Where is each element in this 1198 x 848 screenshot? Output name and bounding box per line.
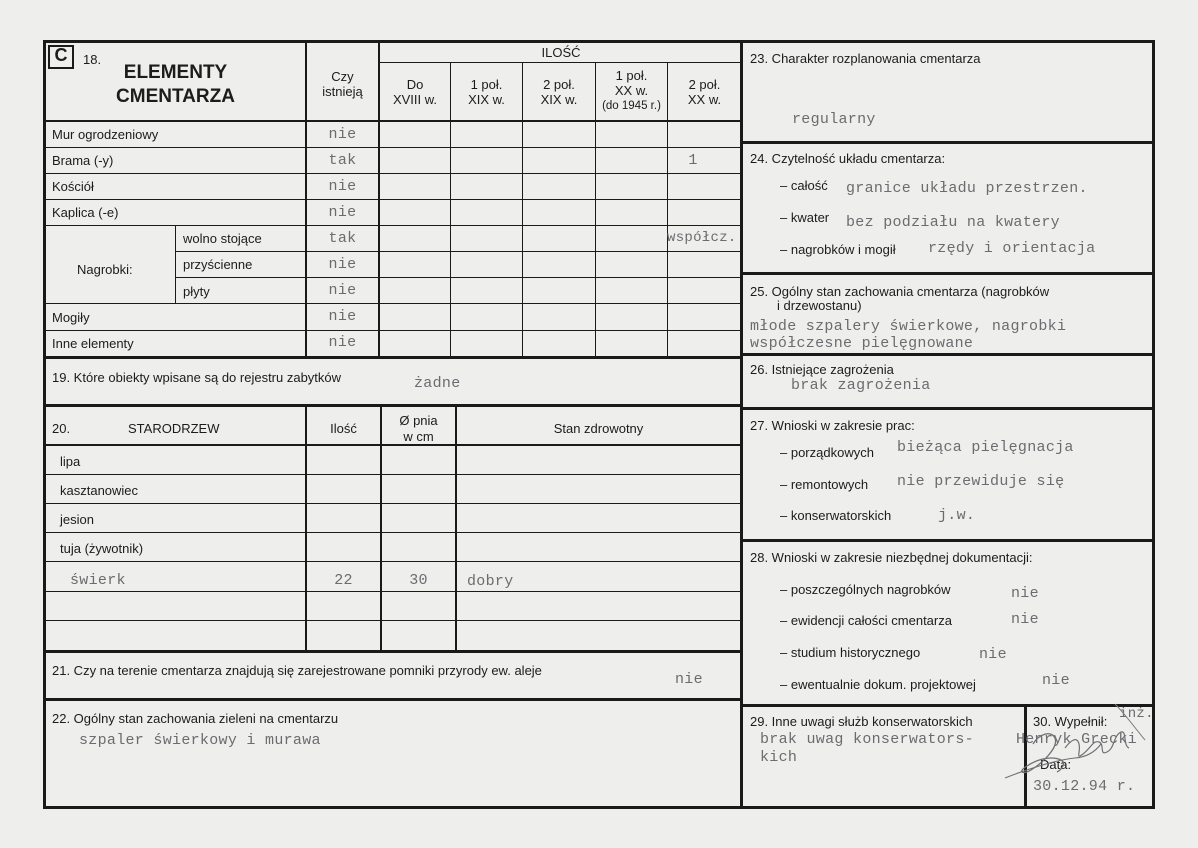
s18-ilosc-line xyxy=(380,62,742,63)
q28-item-value: nie xyxy=(1042,672,1070,689)
exists-value: nie xyxy=(328,256,357,273)
quantity-header: ILOŚĆ xyxy=(541,45,581,60)
row-label-freestanding: wolno stojące xyxy=(183,231,262,246)
q24-item-label: – całość xyxy=(780,178,828,193)
s18-row-line xyxy=(43,330,743,331)
q26-label: 26. Istniejące zagrożenia xyxy=(750,362,894,377)
q20-col-qty: Ilość xyxy=(330,421,357,436)
exists-value: nie xyxy=(328,204,357,221)
row-label-graves: Mogiły xyxy=(52,310,90,325)
tree-name: tuja (żywotnik) xyxy=(60,541,144,556)
q23-label: 23. Charakter rozplanowania cmentarza xyxy=(750,51,981,66)
sep-21-22 xyxy=(43,698,743,701)
period-header-4a: 1 poł. xyxy=(615,68,648,83)
sep-18-19 xyxy=(43,356,743,359)
row-label-church: Kościół xyxy=(52,179,94,194)
q27-item-label: – porządkowych xyxy=(780,445,874,460)
q24-item-label: – kwater xyxy=(780,210,830,225)
period-header-5a: 2 poł. xyxy=(688,77,721,92)
s20-row-line xyxy=(43,474,743,475)
q25-value-1: młode szpalery świerkowe, nagrobki xyxy=(750,318,1067,335)
frame-left xyxy=(43,40,46,809)
half-divider xyxy=(740,40,743,809)
exists-header-2: istnieją xyxy=(322,84,363,99)
tree-diam-spruce: 30 xyxy=(409,572,428,589)
s20-v-diam xyxy=(455,404,457,652)
s18-row-line xyxy=(43,147,743,148)
tree-name: kasztanowiec xyxy=(60,483,139,498)
frame-right xyxy=(1152,40,1155,809)
exists-value: nie xyxy=(328,334,357,351)
frame-top xyxy=(43,40,1155,43)
q25-label-2: i drzewostanu) xyxy=(777,298,862,313)
sep-24-25 xyxy=(740,272,1155,275)
period-header-2a: 1 poł. xyxy=(470,77,503,92)
period-header-2b: XIX w. xyxy=(468,92,505,107)
q20-title: STARODRZEW xyxy=(128,421,220,436)
q20-col-diam-2: w cm xyxy=(403,429,434,444)
tree-name-spruce: świerk xyxy=(70,572,126,589)
s18-v-nagrobki xyxy=(175,225,176,304)
period-header-1a: Do xyxy=(406,77,424,92)
q28-label: 28. Wnioski w zakresie niezbędnej dokumentacji: xyxy=(750,550,1033,565)
q28-item-value: nie xyxy=(979,646,1007,663)
q24-item-value: bez podziału na kwatery xyxy=(846,214,1060,231)
q28-item-label: – poszczególnych nagrobków xyxy=(780,582,951,597)
q30-label: 30. Wypełnił: xyxy=(1033,714,1108,729)
q30-date: 30.12.94 r. xyxy=(1033,778,1136,795)
tree-health-spruce: dobry xyxy=(467,573,514,590)
q19-label: 19. Które obiekty wpisane są do rejestru zabytków xyxy=(52,370,342,385)
q21-value: nie xyxy=(675,671,703,688)
q23-value: regularny xyxy=(792,111,876,128)
q21-label: 21. Czy na terenie cmentarza znajdują się zarejestrowane pomniki przyrody ew. aleje xyxy=(52,663,542,678)
graves-group-label: Nagrobki: xyxy=(77,262,133,277)
q28-item-label: – studium historycznego xyxy=(780,645,921,660)
q27-item-value: bieżąca pielęgnacja xyxy=(897,439,1074,456)
q28-item-label: – ewidencji całości cmentarza xyxy=(780,613,952,628)
q25-value-2: współczesne pielęgnowane xyxy=(750,335,974,352)
s18-row-line xyxy=(43,225,743,226)
q27-item-value: j.w. xyxy=(938,507,976,524)
row-label-wall: Mur ogrodzeniowy xyxy=(52,127,159,142)
exists-header-1: Czy xyxy=(331,69,354,84)
q28-item-label: – ewentualnie dokum. projektowej xyxy=(780,677,976,692)
period-header-1b: XVIII w. xyxy=(392,92,438,107)
q27-item-value: nie przewiduje się xyxy=(897,473,1065,490)
q30-name-1: inż. xyxy=(1119,706,1154,722)
s20-header-bottom xyxy=(43,444,743,446)
sep-20-21 xyxy=(43,650,743,653)
q28-item-value: nie xyxy=(1011,611,1039,628)
q26-value: brak zagrożenia xyxy=(791,377,931,394)
period-header-4b: XX w. xyxy=(614,83,649,98)
q22-value: szpaler świerkowy i murawa xyxy=(79,732,321,749)
row-label-wall-mounted: przyścienne xyxy=(183,257,253,272)
quantity-gate: 1 xyxy=(688,152,698,169)
q29-label: 29. Inne uwagi służb konserwatorskich xyxy=(750,714,973,729)
q19-value: żadne xyxy=(414,375,461,392)
s18-row-line xyxy=(175,251,743,252)
s18-row-line xyxy=(43,199,743,200)
quantity-freestanding: współcz. xyxy=(667,230,737,246)
q30-name-2: Henryk Grecki xyxy=(1016,731,1137,748)
q22-label: 22. Ogólny stan zachowania zieleni na cmentarzu xyxy=(52,711,339,726)
q24-item-label: – nagrobków i mogił xyxy=(780,242,896,257)
q24-item-value: rzędy i orientacja xyxy=(928,240,1096,257)
tree-name: jesion xyxy=(60,512,94,527)
sep-25-26 xyxy=(740,353,1155,356)
q30-date-label: Data: xyxy=(1040,757,1072,772)
q27-label: 27. Wnioski w zakresie prac: xyxy=(750,418,915,433)
s18-row-line xyxy=(43,173,743,174)
row-label-other: Inne elementy xyxy=(52,336,134,351)
period-header-5b: XX w. xyxy=(687,92,722,107)
exists-value: nie xyxy=(328,126,357,143)
q20-col-diam-1: Ø pnia xyxy=(399,413,438,428)
s18-row-line xyxy=(175,277,743,278)
sep-19-20 xyxy=(43,404,743,407)
q29-value-1: brak uwag konserwators- xyxy=(760,731,974,748)
q28-item-value: nie xyxy=(1011,585,1039,602)
section-18-title-2: CMENTARZA xyxy=(116,86,235,107)
s20-row-line xyxy=(43,620,743,621)
row-label-gate: Brama (-y) xyxy=(52,153,114,168)
q20-col-health: Stan zdrowotny xyxy=(553,421,644,436)
s18-row-line xyxy=(43,303,743,304)
tree-name: lipa xyxy=(60,454,81,469)
signature-image xyxy=(995,700,1153,785)
row-label-chapel: Kaplica (-e) xyxy=(52,205,119,220)
q20-number: 20. xyxy=(52,421,71,436)
exists-value: nie xyxy=(328,178,357,195)
q25-label-1: 25. Ogólny stan zachowania cmentarza (nagrobków xyxy=(750,284,1050,299)
q29-value-2: kich xyxy=(760,749,798,766)
exists-value: tak xyxy=(328,152,357,169)
period-header-4c: (do 1945 r.) xyxy=(602,100,661,112)
s20-row-line xyxy=(43,591,743,592)
sep-26-27 xyxy=(740,407,1155,410)
period-header-3a: 2 poł. xyxy=(543,77,575,92)
exists-value: tak xyxy=(328,230,357,247)
sep-27-28 xyxy=(740,539,1155,542)
s20-v-name xyxy=(305,404,307,652)
section-18-number: 18. xyxy=(83,52,102,67)
s20-row-line xyxy=(43,503,743,504)
q27-item-label: – konserwatorskich xyxy=(780,508,892,523)
tree-qty-spruce: 22 xyxy=(334,572,353,589)
s20-row-line xyxy=(43,561,743,562)
q24-label: 24. Czytelność układu cmentarza: xyxy=(750,151,946,166)
frame-bottom xyxy=(43,806,1155,809)
q27-item-label: – remontowych xyxy=(780,477,869,492)
row-label-slabs: płyty xyxy=(183,284,210,299)
section-18-title-1: ELEMENTY xyxy=(123,62,228,83)
sep-23-24 xyxy=(740,141,1155,144)
q24-item-value: granice układu przestrzen. xyxy=(846,180,1088,197)
exists-value: nie xyxy=(328,282,357,299)
period-header-3b: XIX w. xyxy=(540,92,578,107)
s18-header-bottom xyxy=(43,120,743,122)
s20-row-line xyxy=(43,532,743,533)
exists-value: nie xyxy=(328,308,357,325)
section-letter: C xyxy=(54,45,68,65)
